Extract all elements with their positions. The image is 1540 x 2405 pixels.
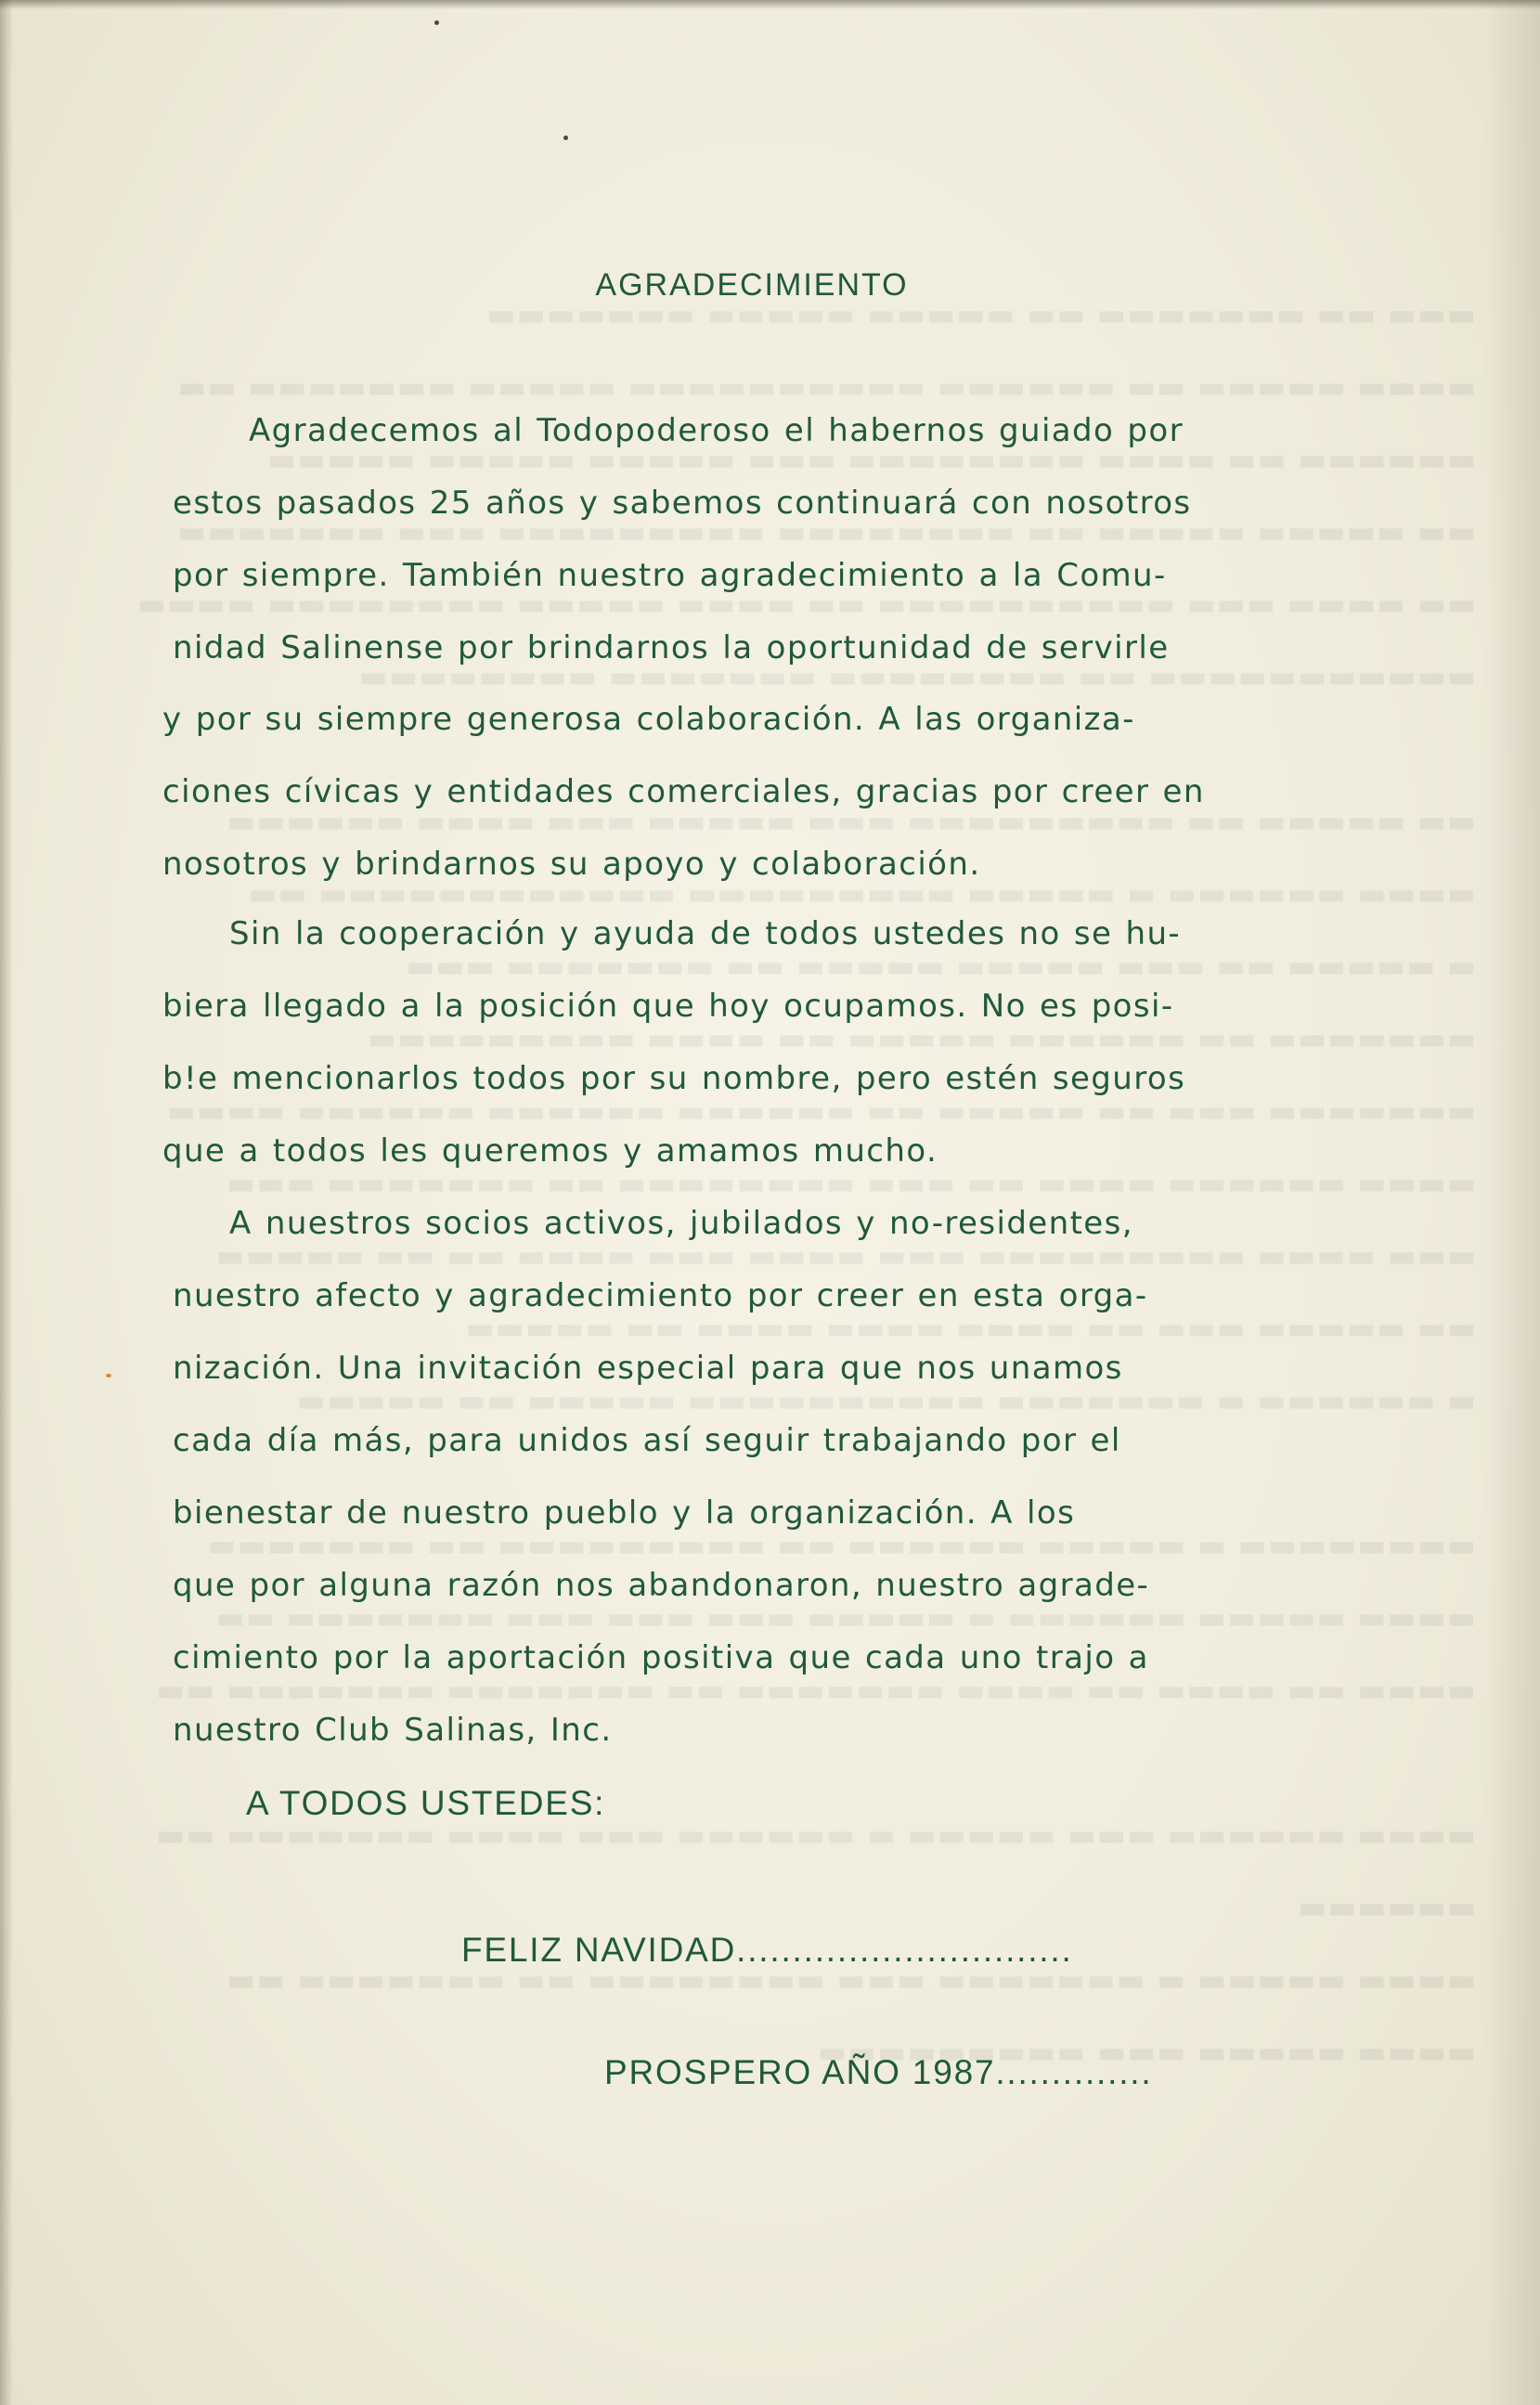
body-line: que por alguna razón nos abandonaron, nuestro agrade- (173, 1567, 1150, 1604)
dust-speck (106, 1374, 111, 1377)
salutation: A TODOS USTEDES: (246, 1784, 606, 1822)
page-right-edge (1484, 0, 1540, 2405)
body-line: nosotros y brindarnos su apoyo y colaboración. (162, 846, 981, 883)
dust-speck (563, 136, 568, 140)
body-line: bienestar de nuestro pueblo y la organización. A los (173, 1494, 1076, 1532)
body-line: cada día más, para unidos así seguir trabajando por el (173, 1422, 1121, 1459)
greeting-new-year: PROSPERO AÑO 1987.............. (604, 2053, 1153, 2091)
body-line: A nuestros socios activos, jubilados y no-residentes, (229, 1205, 1133, 1242)
body-line: nuestro afecto y agradecimiento por creer en esta orga- (173, 1277, 1148, 1314)
body-line: b!e mencionarlos todos por su nombre, pero estén seguros (162, 1060, 1186, 1097)
body-line: estos pasados 25 años y sabemos continuará con nosotros (173, 485, 1192, 522)
body-line: Sin la cooperación y ayuda de todos ustedes no se hu- (229, 915, 1182, 952)
body-line: cimiento por la aportación positiva que cada uno trajo a (173, 1639, 1149, 1676)
body-line: nización. Una invitación especial para que nos unamos (173, 1350, 1123, 1387)
body-line: que a todos les queremos y amamos mucho. (162, 1132, 938, 1170)
body-line: ciones cívicas y entidades comerciales, gracias por creer en (162, 773, 1205, 810)
greeting-christmas: FELIZ NAVIDAD.............................. (461, 1931, 1073, 1969)
body-line: biera llegado a la posición que hoy ocupamos. No es posi- (162, 988, 1174, 1025)
page-top-edge (0, 0, 1540, 9)
body-line: Agradecemos al Todopoderoso el habernos guiado por (249, 412, 1184, 449)
body-line: por siempre. También nuestro agradecimiento a la Comu- (173, 557, 1167, 594)
body-line: nuestro Club Salinas, Inc. (173, 1712, 613, 1749)
dust-speck (434, 20, 439, 25)
body-line: y por su siempre generosa colaboración. A las organiza- (162, 701, 1135, 738)
body-line: nidad Salinense por brindarnos la oportunidad de servirle (173, 629, 1170, 666)
bleed-through-texture: ▬▬▬ ▬▬ ▬▬▬▬▬▬▬ ▬▬ ▬▬▬▬▬ ▬▬▬▬▬ ▬▬▬▬▬▬▬ ▬▬▬▬ ▬▬▬▬▬ ▬▬ ▬▬▬▬▬▬ ▬▬▬▬▬▬▬▬▬▬ ▬▬▬▬▬ ▬▬▬▬▬▬▬ ▬▬ ▬▬▬▬▬▬ ▬▬ ▬▬▬▬ ▬▬▬▬▬▬▬▬ ▬▬▬ ▬▬▬▬▬ ▬▬▬▬▬ ▬▬▬▬▬ ▬▬ ▬▬▬▬▬ ▬▬▬▬▬ ▬▬ ▬▬▬▬▬▬▬▬ ▬▬▬▬▬▬▬▬▬ ▬▬▬ ▬▬▬▬▬▬▬ ▬▬ ▬▬▬▬ ▬▬▬ ▬▬▬▬▬▬▬▬▬▬ ▬▬ ▬▬▬▬ ▬▬▬▬▬ ▬▬▬▬▬▬▬▬ ▬▬▬▬ ▬▬▬▬▬▬▬▬▬▬▬ ▬▬ ▬▬▬▬▬▬▬▬ ▬▬▬▬▬▬▬ ▬▬▬▬▬▬▬▬ ▬▬ ▬▬▬▬▬ ▬▬ ▬▬▬▬▬▬▬▬▬ ▬▬▬ ▬▬▬▬▬ ▬▬▬ ▬▬▬▬ ▬▬▬▬▬▬ ▬▬▬▬ ▬▬▬▬▬▬ ▬ ▬▬▬▬▬ ▬▬▬▬▬▬▬▬▬ ▬▬▬▬▬▬▬▬▬▬▬▬ ▬▬ ▬ ▬▬▬▬▬ ▬▬ ▬▬▬ ▬▬▬▬▬ ▬▬▬▬▬ ▬▬ ▬▬▬▬▬▬▬ ▬▬▬ ▬▬▬▬▬▬▬ ▬▬ ▬▬▬▬▬▬ ▬▬▬▬▬ ▬▬ ▬▬▬▬ ▬▬▬▬▬▬▬▬▬ ▬▬▬▬▬▬▬ ▬▬▬ ▬▬ ▬▬▬▬▬ ▬▬ ▬▬▬▬▬▬ ▬▬▬▬▬▬ ▬▬▬▬▬▬ ▬▬▬▬ ▬▬▬▬ ▬▬▬▬▬▬ ▬▬▬▬ ▬▬ ▬▬▬ ▬▬▬▬▬▬▬▬ ▬▬ ▬▬▬▬▬▬▬ ▬▬▬ ▬▬▬ ▬▬▬▬ ▬▬▬▬▬▬▬▬▬ ▬▬▬ ▬▬▬▬ ▬▬▬ ▬▬▬▬ ▬▬ ▬▬ ▬▬▬▬▬ ▬▬ ▬▬▬▬▬ ▬▬▬ ▬▬ ▬▬▬▬ ▬▬▬▬ ▬▬▬▬ ▬▬ ▬▬▬▬▬ ▬ ▬▬▬▬▬▬ ▬ ▬▬▬▬▬▬▬ ▬▬▬▬▬▬▬▬▬▬ ▬▬▬▬▬ ▬▬ ▬▬▬▬▬ ▬▬▬▬▬▬▬▬ ▬ ▬▬▬▬▬ ▬▬▬▬▬▬ ▬▬ ▬▬▬▬▬▬▬▬▬ ▬▬ ▬▬▬▬▬▬▬ ▬▬▬▬ ▬▬▬▬▬ ▬▬▬▬▬▬ ▬ ▬▬▬▬▬ ▬▬▬ ▬▬▬ ▬▬▬ ▬▬▬▬▬▬▬ ▬▬ ▬▬▬▬ ▬▬ ▬▬▬▬ ▬▬ ▬▬▬▬ ▬▬▬▬▬▬▬ ▬▬ ▬▬▬▬▬▬▬ ▬▬▬▬▬▬▬ ▬▬ ▬▬▬▬ ▬▬▬▬▬▬ ▬▬▬ ▬▬▬▬▬ ▬ ▬▬▬▬▬▬ ▬▬▬ ▬▬▬▬ ▬▬▬▬▬▬▬ ▬▬ ▬▬▬▬▬▬ ▬▬▬▬ ▬▬▬▬▬ ▬ ▬▬▬▬▬▬▬ ▬▬▬ ▬▬▬▬▬▬▬▬ ▬▬ ▬▬▬▬▬▬▬ ▬▬ ▬▬▬▬ ▬▬▬▬▬ ▬▬▬ ▬▬▬▬▬▬▬▬▬ (136, 296, 1476, 2070)
page-left-edge (0, 0, 13, 2405)
page-title: AGRADECIMIENTO (595, 267, 909, 303)
